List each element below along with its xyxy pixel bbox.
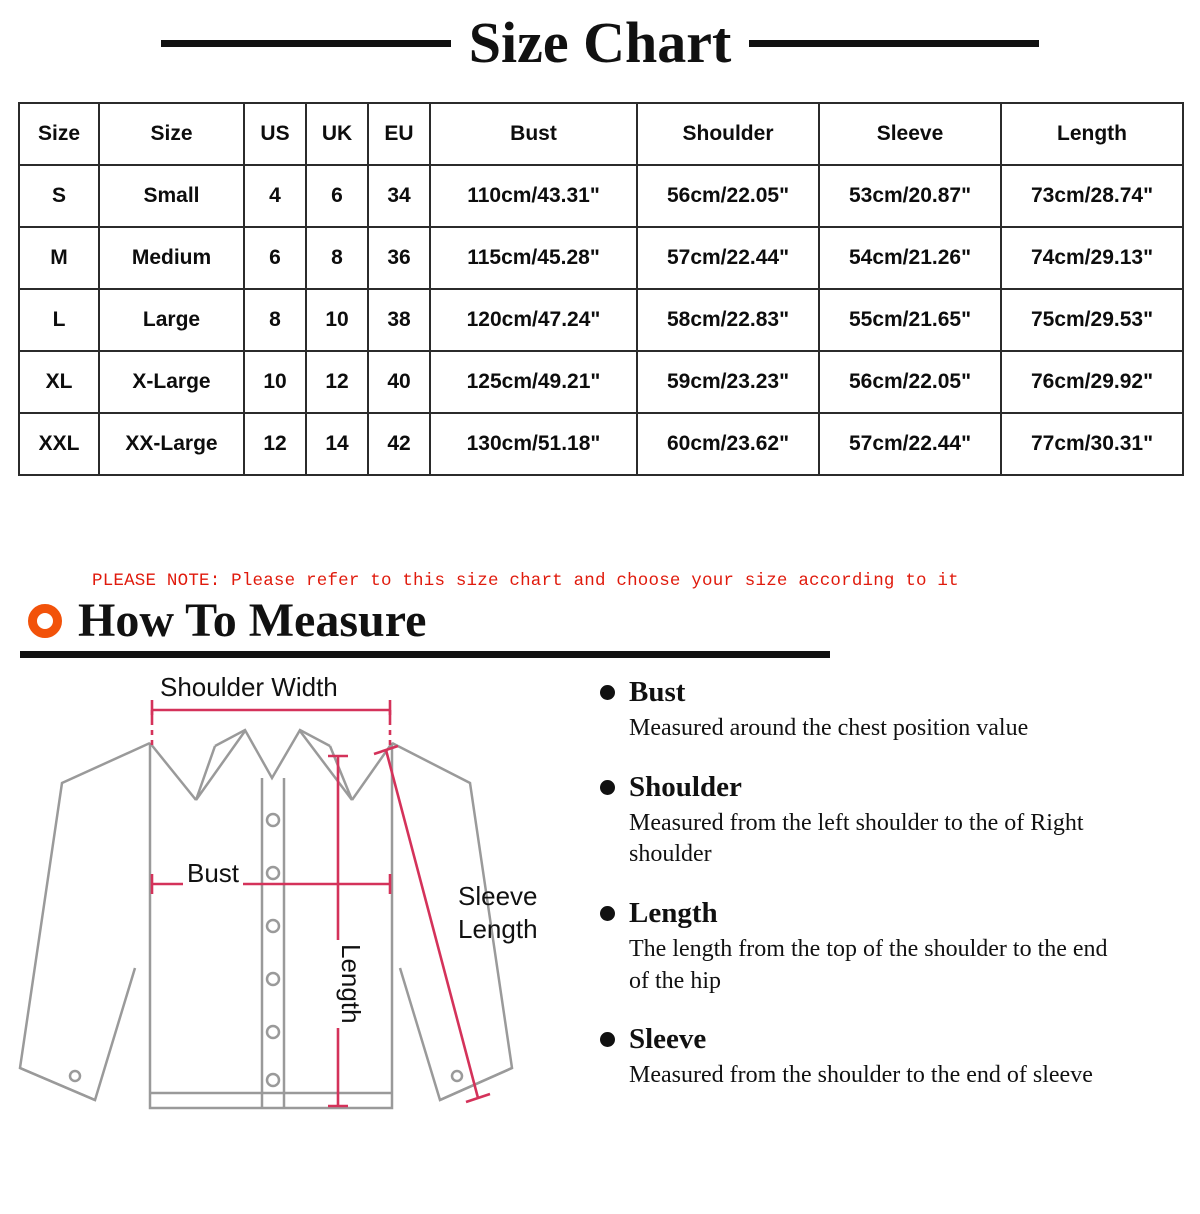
list-item <box>600 1023 1170 1092</box>
table-cell: 34 <box>368 165 430 227</box>
table-cell: 10 <box>306 289 368 351</box>
table-cell: 60cm/23.62" <box>637 413 819 475</box>
measurement-title-row <box>600 1023 1170 1056</box>
table-cell: 10 <box>244 351 306 413</box>
table-cell: 57cm/22.44" <box>637 227 819 289</box>
table-cell: 56cm/22.05" <box>819 351 1001 413</box>
table-cell: 12 <box>306 351 368 413</box>
page-title: Size Chart <box>468 10 732 75</box>
table-cell: XL <box>19 351 99 413</box>
table-cell: 110cm/43.31" <box>430 165 637 227</box>
table-row <box>19 351 1183 413</box>
measurement-title-row <box>600 897 1170 930</box>
table-cell: 14 <box>306 413 368 475</box>
table-cell: 40 <box>368 351 430 413</box>
column-header: Bust <box>430 103 637 165</box>
dot-bullet-icon <box>600 780 615 795</box>
table-cell: 42 <box>368 413 430 475</box>
sleeve-diagram-label-line1: Sleeve <box>458 881 538 911</box>
column-header: Size <box>99 103 244 165</box>
ring-bullet-icon <box>28 604 62 638</box>
table-cell: Large <box>99 289 244 351</box>
page-title-row <box>0 10 1200 75</box>
list-item <box>600 676 1170 745</box>
measurement-list <box>590 668 1200 1138</box>
shoulder-width-label: Shoulder Width <box>160 672 338 702</box>
table-header-row <box>19 103 1183 165</box>
measurement-name: Bust <box>629 676 686 708</box>
table-cell: 76cm/29.92" <box>1001 351 1183 413</box>
table-cell: Small <box>99 165 244 227</box>
table-cell: 53cm/20.87" <box>819 165 1001 227</box>
measure-section <box>0 668 1200 1138</box>
dot-bullet-icon <box>600 1032 615 1047</box>
measurement-desc: Measured from the shoulder to the end of sleeve <box>629 1062 1093 1089</box>
table-row <box>19 227 1183 289</box>
table-cell: XX-Large <box>99 413 244 475</box>
table-cell: M <box>19 227 99 289</box>
measurement-title-row <box>600 771 1170 804</box>
table-cell: 130cm/51.18" <box>430 413 637 475</box>
how-to-measure-heading-row <box>28 594 1200 647</box>
bust-diagram-label: Bust <box>183 858 243 889</box>
table-cell: 75cm/29.53" <box>1001 289 1183 351</box>
table-cell: 38 <box>368 289 430 351</box>
measurement-desc: Measured around the chest position value <box>629 715 1029 741</box>
how-to-measure-heading: How To Measure <box>78 594 427 647</box>
length-diagram-label: Length <box>335 940 366 1028</box>
table-cell: 4 <box>244 165 306 227</box>
measurement-name: Shoulder <box>629 770 742 803</box>
column-header: Shoulder <box>637 103 819 165</box>
table-cell: 6 <box>244 227 306 289</box>
table-cell: 73cm/28.74" <box>1001 165 1183 227</box>
table-cell: 56cm/22.05" <box>637 165 819 227</box>
measurement-desc: The length from the top of the shoulder to the end of the hip <box>629 936 1108 994</box>
garment-diagram <box>0 668 590 1138</box>
table-cell: X-Large <box>99 351 244 413</box>
column-header: Sleeve <box>819 103 1001 165</box>
table-cell: 115cm/45.28" <box>430 227 637 289</box>
table-cell: 12 <box>244 413 306 475</box>
table-cell: 120cm/47.24" <box>430 289 637 351</box>
please-note-text: PLEASE NOTE: Please refer to this size chart and choose your size according to it <box>92 571 959 591</box>
table-cell: XXL <box>19 413 99 475</box>
table-cell: 8 <box>244 289 306 351</box>
table-cell: 58cm/22.83" <box>637 289 819 351</box>
table-cell: 6 <box>306 165 368 227</box>
column-header: EU <box>368 103 430 165</box>
table-cell: 59cm/23.23" <box>637 351 819 413</box>
sleeve-diagram-label-line2: Length <box>458 914 538 945</box>
table-cell: 8 <box>306 227 368 289</box>
title-rule-left <box>161 40 451 47</box>
table-cell: 57cm/22.44" <box>819 413 1001 475</box>
measurement-name: Sleeve <box>629 1023 707 1056</box>
table-cell: 36 <box>368 227 430 289</box>
table-cell: 125cm/49.21" <box>430 351 637 413</box>
measurement-title-row <box>600 676 1170 709</box>
table-cell: Medium <box>99 227 244 289</box>
table-row <box>19 165 1183 227</box>
dot-bullet-icon <box>600 685 615 700</box>
table-cell: S <box>19 165 99 227</box>
column-header: US <box>244 103 306 165</box>
list-item <box>600 897 1170 997</box>
table-row <box>19 413 1183 475</box>
measurement-name: Length <box>629 897 718 930</box>
measurement-desc: Measured from the left shoulder to the of Right shoulder <box>629 809 1084 868</box>
table-cell: 74cm/29.13" <box>1001 227 1183 289</box>
table-cell: L <box>19 289 99 351</box>
dot-bullet-icon <box>600 906 615 921</box>
list-item <box>600 771 1170 871</box>
title-rule-right <box>749 40 1039 47</box>
column-header: Size <box>19 103 99 165</box>
table-cell: 54cm/21.26" <box>819 227 1001 289</box>
size-chart-table <box>18 102 1184 476</box>
size-chart-table-wrap <box>18 102 1182 476</box>
column-header: Length <box>1001 103 1183 165</box>
column-header: UK <box>306 103 368 165</box>
how-to-measure-underline <box>20 651 830 658</box>
sleeve-diagram-label <box>458 880 538 947</box>
table-row <box>19 289 1183 351</box>
table-cell: 55cm/21.65" <box>819 289 1001 351</box>
table-cell: 77cm/30.31" <box>1001 413 1183 475</box>
